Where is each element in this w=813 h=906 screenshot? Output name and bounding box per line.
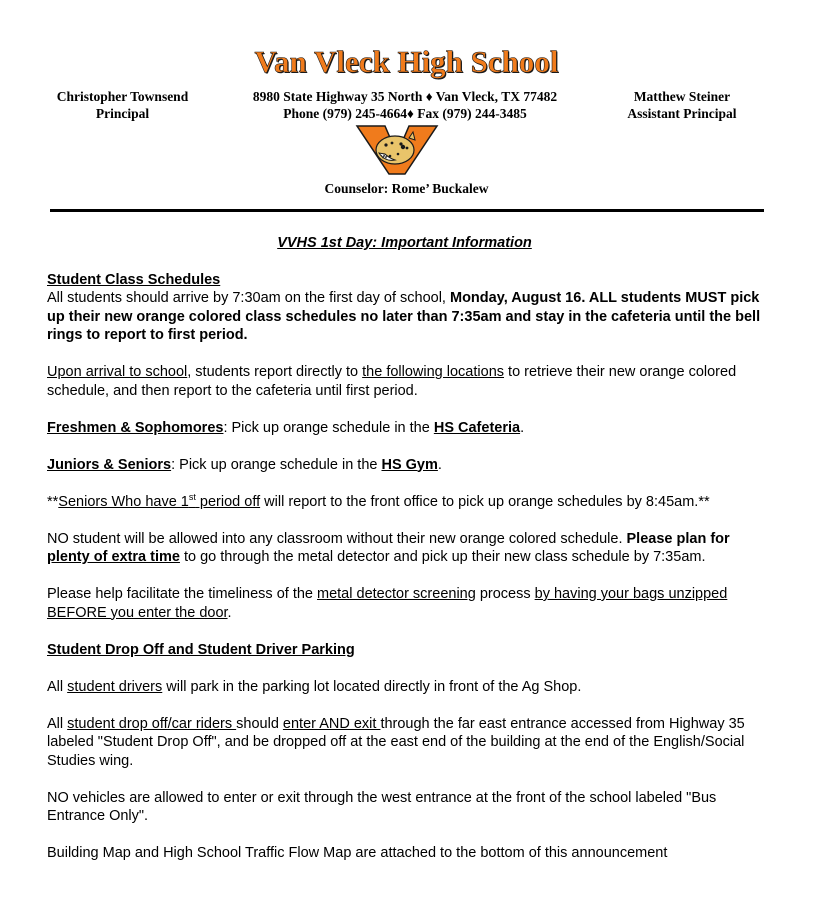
paragraph-no-vehicles: NO vehicles are allowed to enter or exit through the west entrance at the front of the school labeled "Bus Entrance Only". xyxy=(47,789,717,824)
text-run: will park in the parking lot located directly in front of the Ag Shop. xyxy=(162,678,582,695)
assistant-principal-name: Matthew Steiner xyxy=(633,89,731,104)
text-run-underline: enter AND exit xyxy=(282,715,381,732)
text-run-bold-underline: Freshmen & Sophomores xyxy=(47,419,224,436)
text-run-underline: student drivers xyxy=(67,678,163,695)
text-run-underline xyxy=(58,491,261,510)
text-run: : Pick up orange schedule in the xyxy=(171,456,382,473)
text-run: period off xyxy=(195,493,261,510)
text-run: : Pick up orange schedule in the xyxy=(223,419,434,436)
text-run: . xyxy=(437,456,442,473)
paragraph-maps: Building Map and High School Traffic Flow Map are attached to the bottom of this announcement xyxy=(47,845,668,861)
text-run-bold-underline: HS Cafeteria xyxy=(433,419,521,436)
text-run: will report to the front office to pick up orange schedules by 8:45am.** xyxy=(260,493,710,510)
counselor: Counselor: Rome’ Buckalew xyxy=(324,181,489,196)
text-run: to go through the metal detector and pick up their new class schedule by 7:35am. xyxy=(179,549,706,565)
text-run: Please help facilitate the timeliness of the xyxy=(47,586,318,602)
document-title: VVHS 1st Day: Important Information xyxy=(277,235,532,251)
text-run-underline: student drop off/car riders xyxy=(67,715,237,732)
text-run-bold-underline: HS Gym xyxy=(381,456,438,473)
text-run: through the far east entrance accessed from Highway 35 labeled "Student Drop Off", and be dropped off at the east end of the building at the end of the English/Social Studies wing. xyxy=(47,715,745,769)
assistant-principal-title: Assistant Principal xyxy=(627,106,737,121)
paragraph-no-student xyxy=(47,530,762,567)
header-divider xyxy=(50,209,764,212)
text-run-bold: Please plan for xyxy=(626,530,730,547)
phone-fax-line: Phone (979) 245-4664♦ Fax (979) 244-3485 xyxy=(283,106,527,121)
jaguar-v-logo-icon xyxy=(355,124,439,176)
school-name: Van Vleck High School xyxy=(254,44,559,79)
text-run: All students should arrive by 7:30am on the first day of school, xyxy=(47,290,450,306)
text-run: All xyxy=(47,715,68,732)
section-heading-drop-off: Student Drop Off and Student Driver Parking xyxy=(47,641,355,658)
paragraph-juniors xyxy=(47,456,762,475)
principal-block xyxy=(40,88,205,122)
text-run-underline: the following locations xyxy=(362,364,505,380)
text-run-bold: Monday, August 16 xyxy=(450,290,582,306)
text-run: Seniors Who have 1 xyxy=(58,493,189,510)
document-body xyxy=(47,234,762,863)
paragraph-seniors xyxy=(47,493,762,512)
text-run-bold-underline: Juniors & Seniors xyxy=(47,456,172,473)
text-run-bold-underline: plenty of extra time xyxy=(47,549,180,565)
superscript: st xyxy=(188,491,196,502)
paragraph-car-riders xyxy=(47,715,762,771)
text-run: process xyxy=(475,586,535,602)
text-run: . xyxy=(227,604,232,621)
text-run-underline: Upon arrival to school xyxy=(47,364,188,380)
text-run-underline: metal detector screening xyxy=(317,586,476,602)
text-run: should xyxy=(236,715,283,732)
paragraph-metal-detector xyxy=(47,585,762,622)
principal-title: Principal xyxy=(95,106,150,121)
text-run-bold: . ALL students MUST pick up their new orange colored class schedules no later than 7:35am and stay in the cafeteria until the bell rings to report to first period. xyxy=(47,290,761,343)
text-run: All xyxy=(47,678,68,695)
paragraph-freshmen xyxy=(47,419,762,438)
text-run: NO student will be allowed into any classroom without their new orange colored schedule. xyxy=(47,530,627,547)
section-heading-class-schedules: Student Class Schedules xyxy=(47,271,221,288)
principal-name: Christopher Townsend xyxy=(56,89,189,104)
text-run: to retrieve their new orange colored schedule, and then report to the cafeteria until first period. xyxy=(47,364,737,399)
paragraph-arrival xyxy=(47,289,762,345)
address-block xyxy=(230,88,580,122)
paragraph-upon-arrival xyxy=(47,363,762,400)
text-run: , students report directly to xyxy=(187,364,363,380)
text-run-underline: by having your bags unzipped BEFORE you enter the door xyxy=(47,586,728,621)
paragraph-student-drivers xyxy=(47,678,762,697)
assistant-principal-block xyxy=(610,88,754,122)
text-run: . xyxy=(520,419,525,436)
address-line: 8980 State Highway 35 North ♦ Van Vleck, TX 77482 xyxy=(252,89,558,104)
text-run: ** xyxy=(47,493,59,510)
